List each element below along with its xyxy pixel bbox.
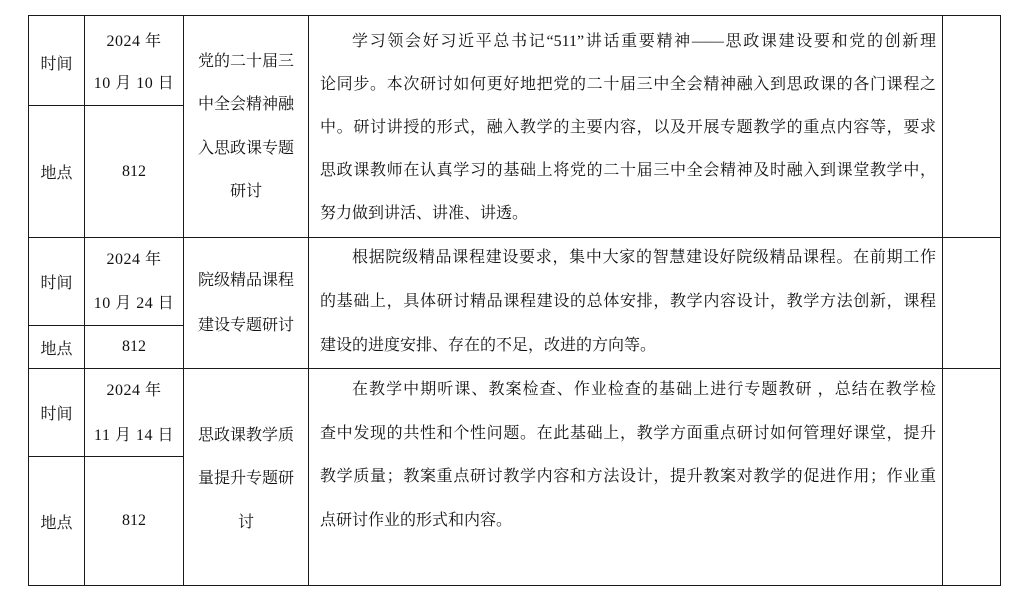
blank-cell (942, 237, 1001, 369)
time-label-cell (28, 15, 85, 106)
content-line: 在教学中期听课、教案检查、作业检查的基础上进行专题教研 ，总结在教学检 (352, 381, 936, 398)
date-day: 10 月 10 日 (93, 74, 175, 92)
date-year: 2024 年 (106, 32, 162, 50)
content-line: 论同步。本次研讨如何更好地把党的二十届三中全会精神融入到思政课的各门课程之 (320, 76, 936, 93)
content-line: 的基础上，具体研讨精品课程建设的总体安排，教学内容设计，教学方法创新，课程 (320, 293, 936, 310)
seminar-schedule-table (28, 15, 1001, 586)
content-line: 点研讨作业的形式和内容。 (320, 512, 513, 530)
content-cell (308, 237, 943, 369)
topic-text: 院级精品课程建设专题研讨 (197, 272, 294, 334)
blank-cell (942, 15, 1001, 238)
content-line: 查中发现的共性和个性问题。在此基础上，教学方面重点研讨如何管理好课堂，提升 (320, 424, 936, 442)
content-paragraph (320, 236, 936, 368)
blank-cell (942, 368, 1001, 586)
content-cell (308, 15, 943, 238)
content-line: 根据院级精品课程建设要求，集中大家的智慧建设好院级精品课程。在前期工作 (352, 249, 936, 266)
place-value: 812 (122, 512, 146, 529)
topic-cell (183, 237, 309, 369)
date-year: 2024 年 (106, 381, 162, 399)
time-label-cell (28, 237, 85, 326)
time-label: 时间 (40, 56, 73, 73)
content-paragraph (320, 20, 936, 235)
content-line: 思政课教师在认真学习的基础上将党的二十届三中全会精神及时融入到课堂教学中， (320, 162, 936, 179)
date-cell (84, 15, 184, 106)
date-day: 11 月 14 日 (94, 426, 174, 444)
place-label: 地点 (40, 340, 73, 358)
time-label: 时间 (40, 275, 73, 292)
date-cell (84, 368, 184, 457)
content-line: 努力做到讲活、讲准、讲透。 (320, 205, 529, 222)
content-line: 学习领会好习近平总书记“511”讲话重要精神——思政课建设要和党的创新理 (352, 33, 936, 50)
time-label-cell (28, 368, 85, 457)
date-day: 10 月 24 日 (93, 294, 175, 312)
content-line: 教学质量；教案重点研讨教学内容和方法设计，提升教案对教学的促进作用；作业重 (320, 468, 936, 486)
content-line: 建设的进度安排、存在的不足，改进的方向等。 (320, 337, 657, 354)
place-label: 地点 (40, 165, 73, 182)
place-label-cell (28, 456, 85, 586)
place-cell (84, 456, 184, 586)
date-year: 2024 年 (106, 250, 162, 268)
content-line: 中。研讨讲授的形式，融入教学的主要内容，以及开展专题教学的重点内容等，要求 (320, 119, 936, 136)
place-label-cell (28, 325, 85, 369)
date-cell (84, 237, 184, 326)
topic-cell (183, 15, 309, 238)
content-paragraph (320, 368, 936, 543)
topic-cell (183, 368, 309, 586)
place-label-cell (28, 105, 85, 238)
content-cell (308, 368, 943, 586)
time-label: 时间 (40, 406, 73, 423)
topic-text: 党的二十届三中全会精神融入思政课专题研讨 (197, 52, 294, 200)
place-cell (84, 105, 184, 238)
place-label: 地点 (40, 514, 73, 532)
topic-text: 思政课教学质量提升专题研讨 (197, 426, 294, 531)
place-value: 812 (122, 162, 146, 180)
place-value: 812 (122, 338, 146, 355)
place-cell (84, 325, 184, 369)
